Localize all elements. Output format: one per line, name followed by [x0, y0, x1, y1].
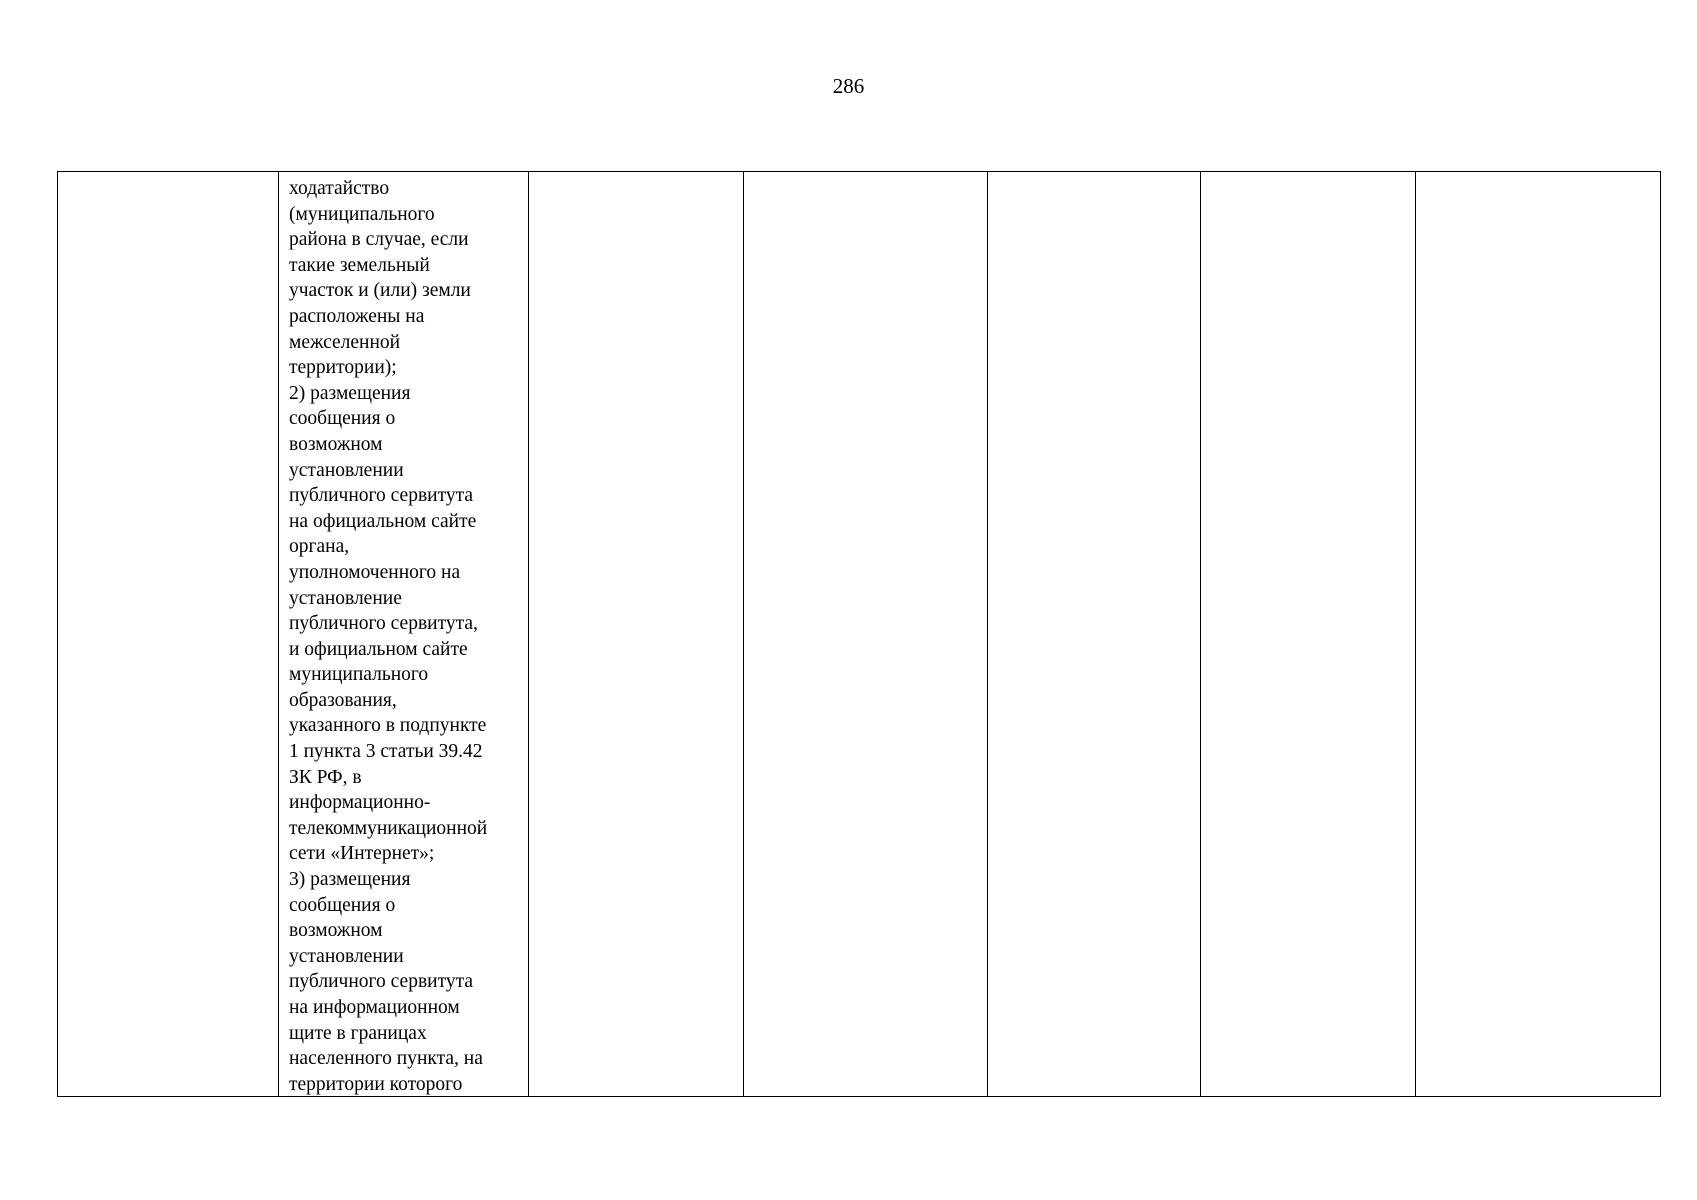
table-cell-5	[988, 172, 1201, 1097]
table-row	[58, 172, 1661, 1097]
table-cell-3-text	[529, 172, 743, 1096]
table-cell-1	[58, 172, 279, 1097]
table-cell-2-text: ходатайство (муниципального района в случае, если такие земельный участок и (или) земли расположены на межселенной территории); 2) размещения сообщения о возможном установлении публичного сервитута на официальном сайте органа, уполномоченного на установление публичного сервитута, и официальном сайте муниципального образования, указанного в подпункте 1 пункта 3 статьи 39.42 ЗК РФ, в информационно- телекоммуникационной сети «Интернет»; 3) размещения сообщения о возможном установлении публичного сервитута на информационном щите в границах населенного пункта, на территории которого	[289, 178, 488, 1095]
table-cell-7-text	[1416, 172, 1660, 1096]
table-cell-4	[744, 172, 988, 1097]
table-cell-5-text	[988, 172, 1200, 1096]
page-number: 286	[832, 74, 865, 98]
table-cell-7	[1416, 172, 1661, 1097]
table-cell-1-text	[58, 172, 278, 1096]
table-cell-3	[529, 172, 744, 1097]
table-cell-4-text	[744, 172, 987, 1096]
table-cell-6	[1201, 172, 1416, 1097]
document-table	[57, 171, 1661, 1097]
table-cell-6-text	[1201, 172, 1415, 1096]
table-cell-2	[279, 172, 529, 1097]
